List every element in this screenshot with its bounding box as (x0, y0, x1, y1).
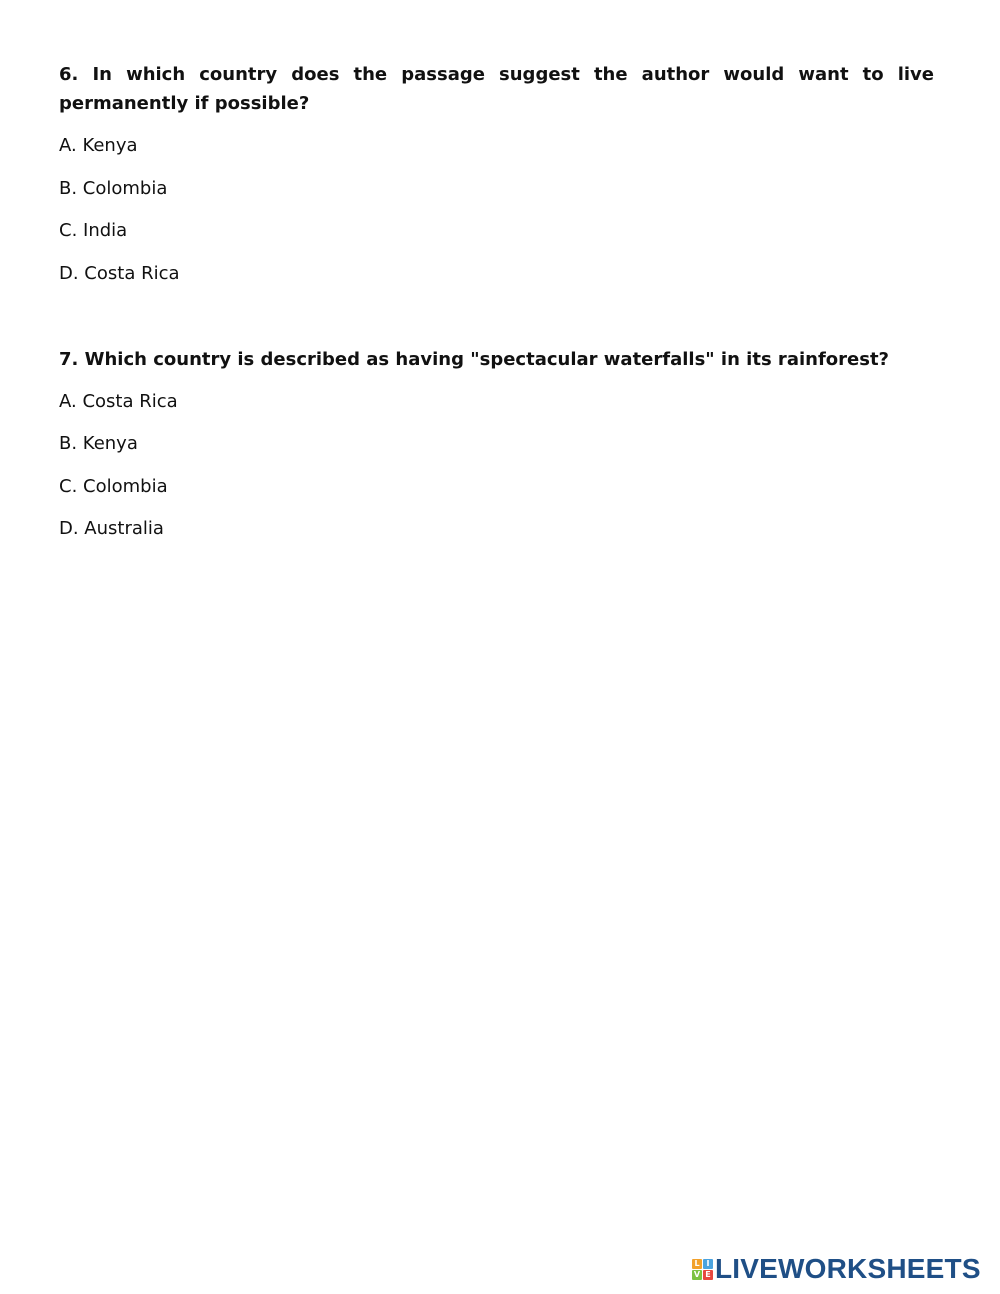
liveworksheets-logo (692, 1253, 981, 1285)
logo-blocks-icon (692, 1259, 713, 1280)
question-7-option-a: A. Costa Rica (59, 391, 178, 412)
logo-block-l: L (692, 1259, 702, 1269)
question-7-option-b: B. Kenya (59, 433, 138, 454)
question-6-option-b: B. Colombia (59, 178, 168, 199)
question-7-option-c: C. Colombia (59, 476, 168, 497)
brand-name: LIVEWORKSHEETS (715, 1253, 981, 1284)
logo-block-v: V (693, 1269, 701, 1279)
question-6-option-c: C. India (59, 220, 128, 241)
question-6-option-d: D. Costa Rica (59, 263, 180, 284)
logo-block-i: I (703, 1259, 713, 1269)
question-6-option-a: A. Kenya (59, 135, 138, 156)
question-7: 7. Which country is described as having "spectacular waterfalls" in its rainforest? (59, 349, 889, 370)
logo-block-e: E (703, 1270, 713, 1280)
question-6: 6. In which country does the passage suggest the author would want to live permanently if possible? (59, 64, 934, 114)
question-7-option-d: D. Australia (59, 518, 164, 539)
